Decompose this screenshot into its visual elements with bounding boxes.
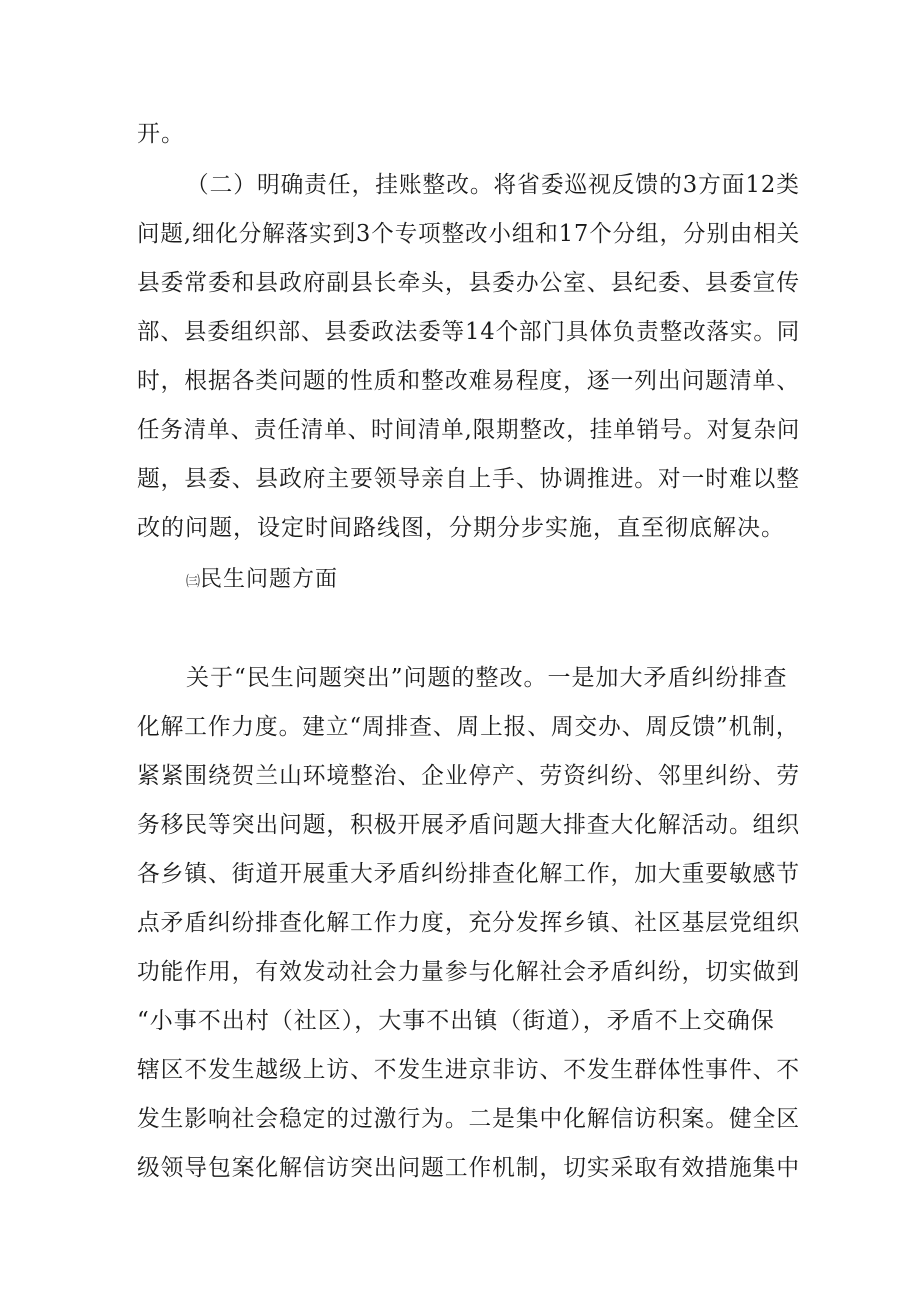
paragraph-line: 开。 <box>137 121 185 147</box>
paragraph-line: 功能作用，有效发动社会力量参与化解社会矛盾纠纷，切实做到 <box>137 959 800 985</box>
paragraph-line: 县委常委和县政府副县长牵头，县委办公室、县纪委、县委宣传 <box>137 270 800 296</box>
paragraph-line: 题，县委、县政府主要领导亲自上手、协调推进。对一时难以整 <box>137 466 800 492</box>
paragraph-line: 辖区不发生越级上访、不发生进京非访、不发生群体性事件、不 <box>137 1057 800 1083</box>
paragraph-line: 关于“民生问题突出”问题的整改。一是加大矛盾纠纷排查 <box>186 665 788 691</box>
paragraph-line: 改的问题，设定时间路线图，分期分步实施，直至彻底解决。 <box>137 515 785 541</box>
paragraph-line: （二）明确责任，挂账整改。将省委巡视反馈的3方面12类 <box>186 172 800 198</box>
paragraph-line: 部、县委组织部、县委政法委等14个部门具体负责整改落实。同 <box>137 319 801 345</box>
section-title: 民生问题方面 <box>200 567 339 592</box>
section-number: ㈢ <box>186 574 200 590</box>
paragraph-line: 化解工作力度。建立“周排查、周上报、周交办、周反馈”机制， <box>137 714 800 740</box>
paragraph-line: 时，根据各类问题的性质和整改难易程度，逐一列出问题清单、 <box>137 368 800 394</box>
paragraph-line: 各乡镇、街道开展重大矛盾纠纷排查化解工作，加大重要敏感节 <box>137 861 800 887</box>
paragraph-line: 务移民等突出问题，积极开展矛盾问题大排查大化解活动。组织 <box>137 812 800 838</box>
paragraph-line: 问题,细化分解落实到3个专项整改小组和17个分组，分别由相关 <box>137 221 801 247</box>
section-heading <box>186 566 338 596</box>
paragraph-line: 点矛盾纠纷排查化解工作力度，充分发挥乡镇、社区基层党组织 <box>137 910 800 936</box>
paragraph-line: 发生影响社会稳定的过激行为。二是集中化解信访积案。健全区 <box>137 1106 800 1132</box>
paragraph-line: 任务清单、责任清单、时间清单,限期整改，挂单销号。对复杂问 <box>137 417 801 443</box>
paragraph-line: 级领导包案化解信访突出问题工作机制，切实采取有效措施集中 <box>137 1155 800 1181</box>
paragraph-line: 紧紧围绕贺兰山环境整治、企业停产、劳资纠纷、邻里纠纷、劳 <box>137 763 800 789</box>
paragraph-line: “小事不出村（社区），大事不出镇（街道），矛盾不上交确保 <box>137 1008 775 1034</box>
